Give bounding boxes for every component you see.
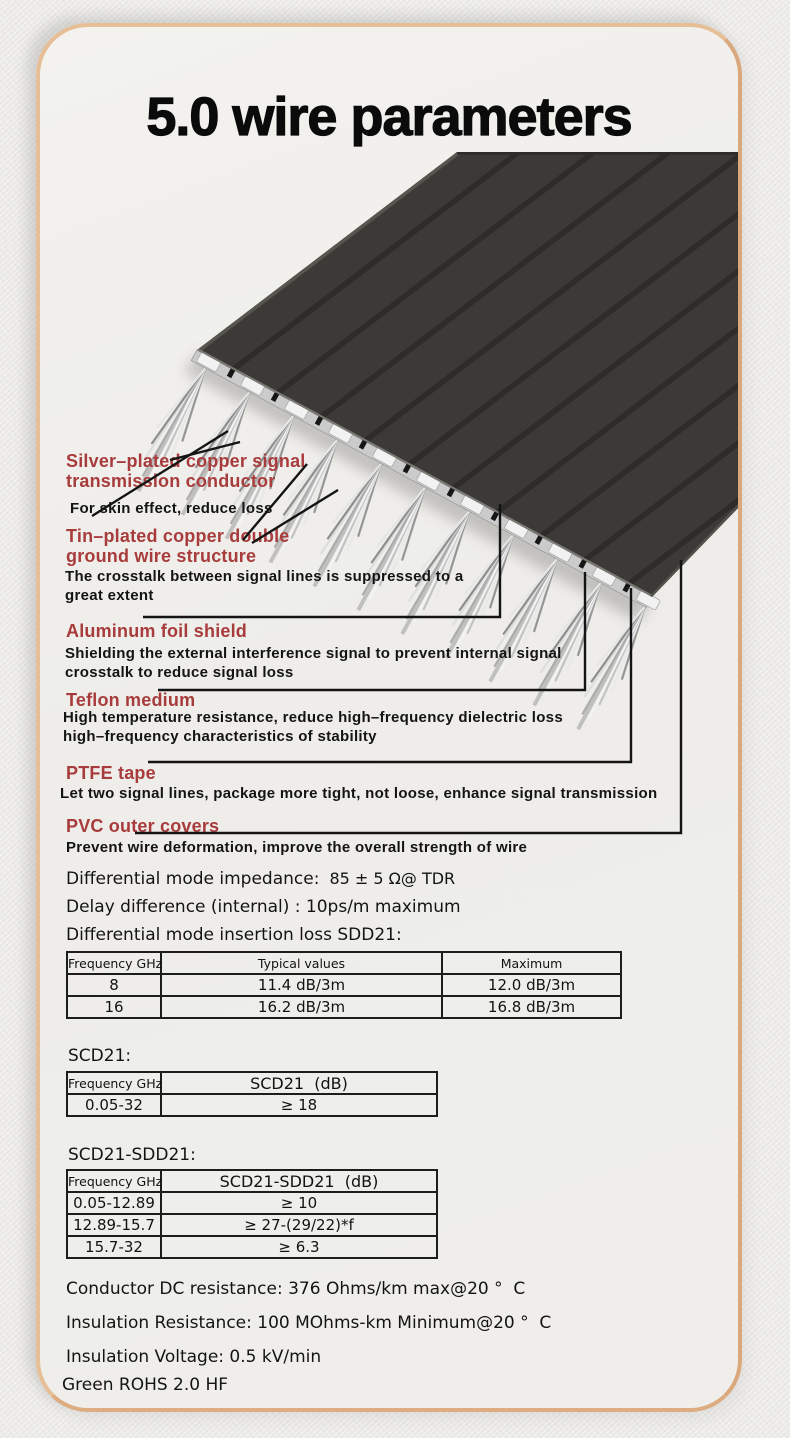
spec-delay-difference: Delay difference (internal) : 10ps/m maximum bbox=[66, 897, 461, 917]
table-cell: ≥ 6.3 bbox=[161, 1236, 437, 1258]
spec-insulation-voltage: Insulation Voltage: 0.5 kV/min bbox=[66, 1347, 322, 1367]
table-cell: 16.8 dB/3m bbox=[442, 996, 621, 1018]
spec-conductor-dc-resistance: Conductor DC resistance: 376 Ohms/km max@20 ° C bbox=[66, 1279, 526, 1299]
table-cell: 12.89-15.7 bbox=[67, 1214, 161, 1236]
spec-insertion-loss-label: Differential mode insertion loss SDD21: bbox=[66, 925, 402, 945]
table-header-row bbox=[67, 952, 621, 974]
table-cell: 11.4 dB/3m bbox=[161, 974, 442, 996]
table-cell: 0.05-12.89 bbox=[67, 1192, 161, 1214]
table-cell: 0.05-32 bbox=[67, 1094, 161, 1116]
spec-impedance-label: Differential mode impedance: bbox=[66, 869, 320, 889]
table-row bbox=[67, 1236, 437, 1258]
table-row bbox=[67, 1214, 437, 1236]
table-header-row bbox=[67, 1170, 437, 1192]
spec-green-rohs: Green ROHS 2.0 HF bbox=[62, 1375, 229, 1395]
table-row bbox=[67, 996, 621, 1018]
table-header-row bbox=[67, 1072, 437, 1094]
page-title: 5.0 wire parameters bbox=[146, 87, 632, 148]
table-cell: ≥ 27-(29/22)*f bbox=[161, 1214, 437, 1236]
table-header-cell: Maximum bbox=[442, 952, 621, 974]
annotation-desc-tin-plated-ground: The crosstalk between signal lines is suppressed to a great extent bbox=[65, 568, 464, 604]
annotation-heading-teflon-medium: Teflon medium bbox=[66, 690, 196, 710]
annotation-heading-ptfe-tape: PTFE tape bbox=[66, 763, 156, 783]
annotation-heading-pvc-outer-covers: PVC outer covers bbox=[66, 816, 220, 836]
annotation-heading-aluminum-foil-shield: Aluminum foil shield bbox=[66, 621, 248, 641]
annotation-desc-teflon-medium: High temperature resistance, reduce high–frequency dielectric loss high–frequency characteristics of stability bbox=[63, 709, 563, 745]
table-row bbox=[67, 1192, 437, 1214]
table-header-cell: Typical values bbox=[161, 952, 442, 974]
table-cell: 15.7-32 bbox=[67, 1236, 161, 1258]
annotation-desc-ptfe-tape: Let two signal lines, package more tight, not loose, enhance signal transmission bbox=[60, 785, 658, 802]
table-cell: 12.0 dB/3m bbox=[442, 974, 621, 996]
scd21-sdd21-table-label: SCD21-SDD21: bbox=[68, 1145, 196, 1165]
table-header-cell: Frequency GHz bbox=[67, 1072, 161, 1094]
sdd21-insertion-loss-table bbox=[66, 951, 622, 1019]
table-header-cell: SCD21 (dB) bbox=[161, 1072, 437, 1094]
table-header-cell: Frequency GHz bbox=[67, 1170, 161, 1192]
scd21-sdd21-table bbox=[66, 1169, 438, 1259]
spec-impedance-value: 85 ± 5 Ω@ TDR bbox=[329, 869, 456, 888]
annotation-desc-aluminum-foil-shield: Shielding the external interference signal to prevent internal signal crosstalk to reduce signal loss bbox=[65, 645, 562, 681]
table-cell: 16.2 dB/3m bbox=[161, 996, 442, 1018]
annotation-heading-silver-plated-conductor: Silver–plated copper signal transmission conductor bbox=[66, 451, 306, 491]
table-header-cell: Frequency GHz bbox=[67, 952, 161, 974]
scd21-table-label: SCD21: bbox=[68, 1046, 132, 1066]
table-cell: 8 bbox=[67, 974, 161, 996]
spec-insulation-resistance: Insulation Resistance: 100 MOhms-km Minimum@20 ° C bbox=[66, 1313, 552, 1333]
annotation-desc-silver-plated-conductor: For skin effect, reduce loss bbox=[70, 500, 273, 517]
table-row bbox=[67, 974, 621, 996]
table-cell: ≥ 10 bbox=[161, 1192, 437, 1214]
annotation-heading-tin-plated-ground: Tin–plated copper double ground wire structure bbox=[66, 526, 290, 566]
table-row bbox=[67, 1094, 437, 1116]
table-cell: ≥ 18 bbox=[161, 1094, 437, 1116]
annotation-desc-pvc-outer-covers: Prevent wire deformation, improve the overall strength of wire bbox=[66, 839, 528, 856]
scd21-table bbox=[66, 1071, 438, 1117]
spec-differential-impedance bbox=[66, 869, 455, 889]
table-header-cell: SCD21-SDD21 (dB) bbox=[161, 1170, 437, 1192]
table-cell: 16 bbox=[67, 996, 161, 1018]
